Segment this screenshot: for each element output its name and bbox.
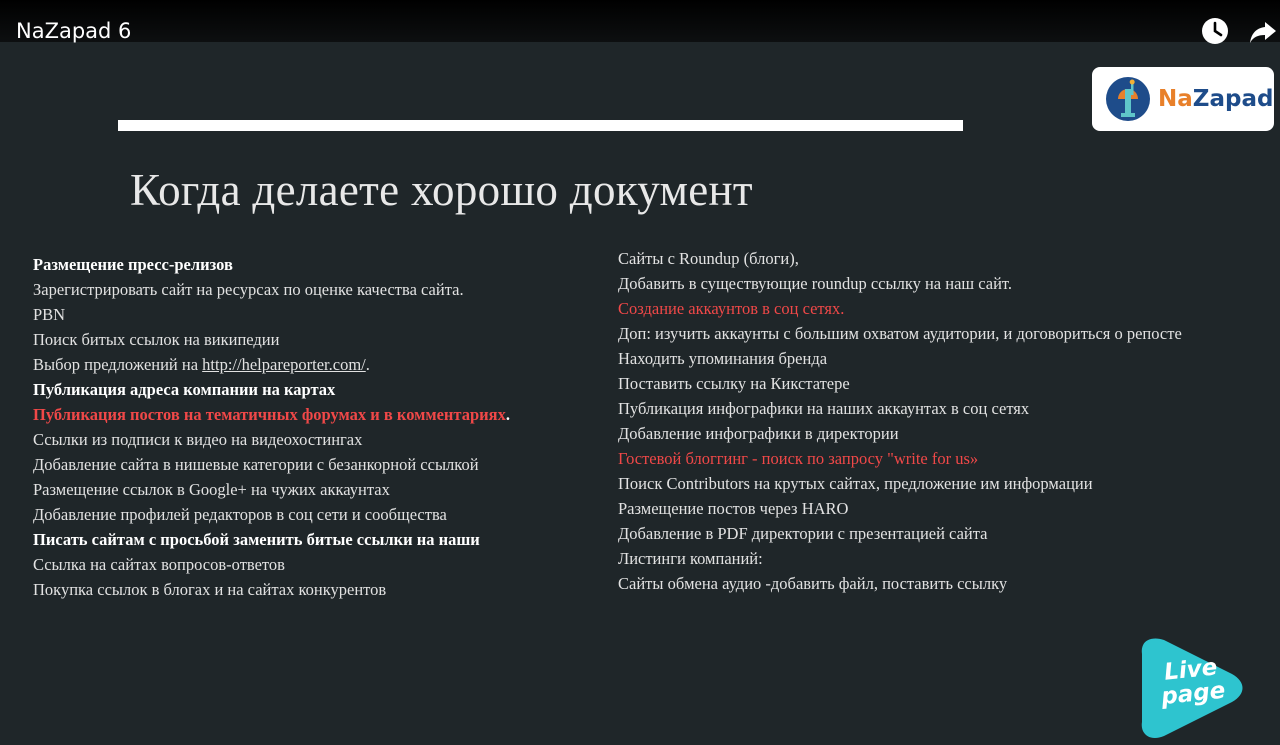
slide-list-item: Писать сайтам с просьбой заменить битые ссылки на наши — [33, 530, 480, 549]
slide-list-item: Создание аккаунтов в соц сетях. — [618, 299, 845, 318]
slide-list-item: Поиск Contributors на крутых сайтах, предложение им информации — [618, 474, 1093, 493]
watch-later-icon[interactable] — [1200, 16, 1230, 46]
slide-list-item: Добавление сайта в нишевые категории с безанкорной ссылкой — [33, 455, 479, 474]
slide-list-item: Сайты обмена аудио -добавить файл, поставить ссылку — [618, 574, 1008, 593]
slide-list-item: Публикация постов на тематичных форумах и в комментариях. — [33, 405, 510, 424]
left-column-list — [33, 252, 510, 602]
slide-list-item: Размещение пресс-релизов — [33, 255, 233, 274]
slide-list-item: Добавление в PDF директории с презентацией сайта — [618, 524, 988, 543]
slide-list-item: Поставить ссылку на Кикстатере — [618, 374, 850, 393]
livepage-badge-text: Live page — [1160, 654, 1227, 711]
slide-list-item: Публикация инфографики на наших аккаунтах в соц сетях — [618, 399, 1030, 418]
video-top-bar — [0, 0, 1280, 42]
slide-list-item: Размещение ссылок в Google+ на чужих аккаунтах — [33, 480, 390, 499]
slide-list-item: Добавить в существующие roundup ссылку на наш сайт. — [618, 274, 1013, 293]
slide-list-item: Ссылки из подписи к видео на видеохостингах — [33, 430, 363, 449]
slide-list-item: Листинги компаний: — [618, 549, 763, 568]
slide-list-item: Размещение постов через HARO — [618, 499, 849, 518]
slide-list-item: Доп: изучить аккаунты с большим охватом аудитории, и договориться о репосте — [618, 324, 1182, 343]
slide-list-item: PBN — [33, 305, 66, 324]
slide-list-item: Ссылка на сайтах вопросов-ответов — [33, 555, 285, 574]
slide-list-item: Находить упоминания бренда — [618, 349, 828, 368]
slide-heading: Когда делаете хорошо документ — [130, 165, 753, 215]
video-title[interactable]: NaZapad 6 — [16, 19, 132, 43]
slide-list-item: Публикация адреса компании на картах — [33, 380, 336, 399]
slide-list-item: Выбор предложений на http://helpareporter.com/. — [33, 355, 370, 374]
helpareporter-link[interactable]: http://helpareporter.com/ — [202, 355, 366, 374]
right-column-list — [618, 246, 1182, 596]
slide-list-item: Зарегистрировать сайт на ресурсах по оценке качества сайта. — [33, 280, 464, 299]
slide-list-item: Поиск битых ссылок на википедии — [33, 330, 280, 349]
slide-list-item: Гостевой блоггинг - поиск по запросу "write for us» — [618, 449, 979, 468]
slide-list-item: Добавление профилей редакторов в соц сети и сообщества — [33, 505, 447, 524]
logo-wordmark: NaZapad — [1158, 86, 1274, 112]
statue-of-liberty-icon — [1104, 75, 1152, 123]
slide-divider — [118, 120, 963, 131]
slide-list-item: Добавление инфографики в директории — [618, 424, 899, 443]
slide-list-item: Сайты с Roundup (блоги), — [618, 249, 799, 268]
share-icon[interactable] — [1248, 16, 1278, 46]
slide-list-item: Покупка ссылок в блогах и на сайтах конкурентов — [33, 580, 387, 599]
nazapad-logo — [1092, 67, 1274, 131]
